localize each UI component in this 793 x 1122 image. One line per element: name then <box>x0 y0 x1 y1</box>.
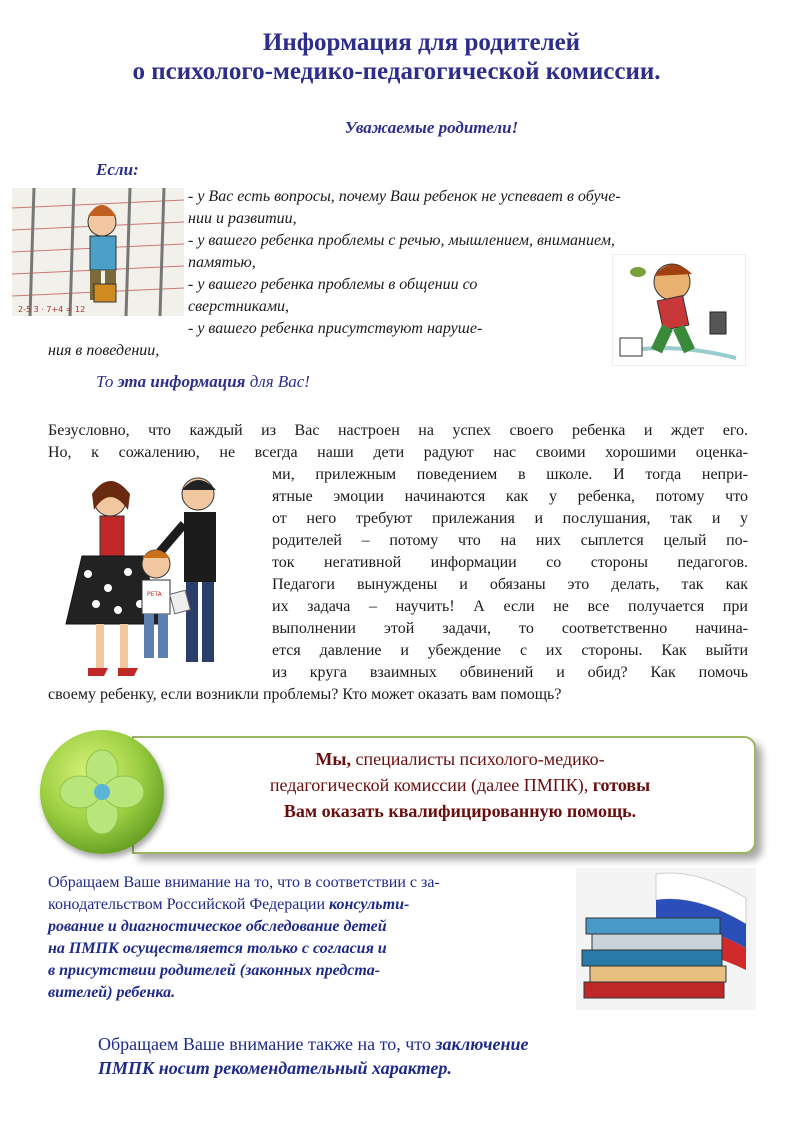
paragraph-line: ется давление и убеждение с их стороны. Как выйти <box>272 642 748 659</box>
bullet-line: сверстниками, <box>188 298 290 315</box>
page-title <box>0 28 793 86</box>
running-boy-illustration <box>612 254 746 366</box>
banner-line-3: Вам оказать квалифицированную помощь. <box>283 801 637 821</box>
law-line-plain: Обращаем Ваше внимание на то, что в соответствии с за- <box>48 874 440 891</box>
paragraph-line: Но, к сожалению, не всегда наши дети радуют нас своими хорошими оценка- <box>48 444 748 461</box>
final-plain: Обращаем Ваше внимание также на то, что <box>98 1034 436 1054</box>
banner-text <box>180 746 740 824</box>
law-line <box>48 982 548 1004</box>
law-line-bold: вителей) ребенка. <box>48 984 176 1001</box>
books-and-flag-illustration <box>576 868 756 1010</box>
bullet-line: - у вашего ребенка присутствуют наруше- <box>188 320 483 337</box>
final-bold-1: заключение <box>435 1034 529 1054</box>
final-bold-2: ПМПК носит рекомендательный характер <box>98 1058 448 1078</box>
title-line-1: Информация для родителей <box>262 29 581 56</box>
paragraph-line: своему ребенку, если возникли проблемы? Кто может оказать вам помощь? <box>48 686 562 703</box>
banner-line-1-rest: специалисты психолого-медико- <box>350 749 605 769</box>
greeting: Уважаемые родители! <box>344 118 519 137</box>
paragraph-line: от него требуют прилежания и послушания, так и у <box>272 510 748 527</box>
parents-scolding-child-illustration <box>48 464 262 678</box>
final-end: . <box>447 1058 452 1078</box>
paragraph-bottom <box>48 684 748 706</box>
paragraph-line: родителей – потому что на них сыплется целый по- <box>272 532 748 549</box>
bullet-line: - у вашего ребенка проблемы в общении со <box>188 276 478 293</box>
law-paragraph <box>48 872 548 1004</box>
paragraph-line: ми, прилежным поведением в школе. И тогда непри- <box>272 466 748 483</box>
paragraph-line: Безусловно, что каждый из Вас настроен на успех своего ребенка и ждет его. <box>48 422 748 439</box>
banner-line-2-bold: готовы <box>592 775 651 795</box>
bullet-line: нии и развитии, <box>188 210 297 227</box>
paragraph-line: ятные эмоции начинаются как у ребенка, потому что <box>272 488 748 505</box>
final-statement <box>98 1032 698 1080</box>
law-line-bold: консульти- <box>329 896 410 913</box>
svg-text:PETA: PETA <box>147 591 162 598</box>
svg-text:2-5 3 · 7+4 = 12: 2-5 3 · 7+4 = 12 <box>18 305 86 314</box>
law-line-bold: в присутствии родителей (законных предста- <box>48 962 381 979</box>
banner-line-2 <box>180 772 740 798</box>
law-line <box>48 938 548 960</box>
paragraph-line: выполнении этой задачи, то соответственно начина- <box>272 620 748 637</box>
paragraph-top <box>48 420 748 464</box>
bullet-line-last: ния в поведении, <box>48 342 160 359</box>
law-line-bold: рование и диагностическое обследование детей <box>48 918 387 935</box>
paragraph-line: ток негативной информации со стороны педагогов. <box>272 554 748 571</box>
law-line <box>48 916 548 938</box>
bullet-line: памятью, <box>188 254 256 271</box>
bullet-list-narrow <box>188 274 608 340</box>
this-info-bold: эта информация <box>117 372 246 391</box>
law-line <box>48 894 548 916</box>
banner-we: Мы, <box>315 749 351 769</box>
bullet-line: - у вашего ребенка проблемы с речью, мышлением, вниманием, <box>188 232 615 249</box>
this-info-post: для Вас! <box>245 372 310 391</box>
if-label: Если: <box>96 160 139 179</box>
bullet-line: - у Вас есть вопросы, почему Ваш ребенок не успевает в обуче- <box>188 188 621 205</box>
law-line <box>48 960 548 982</box>
banner-line-1 <box>180 746 740 772</box>
paragraph-line: Педагоги вынуждены и обязаны это делать, так как <box>272 576 748 593</box>
this-info-line <box>96 372 310 392</box>
banner-line-2-pre: педагогической комиссии (далее ПМПК), <box>269 775 593 795</box>
paragraph-line: из круга взаимных обвинений и обид? Как помочь <box>272 664 748 681</box>
this-info-pre: То <box>96 372 118 391</box>
law-line <box>48 872 548 894</box>
title-line-2: о психолого-медико-педагогической комиссии. <box>132 58 661 85</box>
paragraph-wrap <box>272 464 748 684</box>
law-line-bold: на ПМПК осуществляется только с согласия и <box>48 940 387 957</box>
paragraph-line: их задача – научить! А если не все получается при <box>272 598 748 615</box>
law-line-plain: конодательством Российской Федерации <box>48 896 330 913</box>
clover-icon <box>40 730 164 854</box>
boy-behind-fence-illustration <box>12 188 184 316</box>
green-flower-button-icon <box>40 730 164 854</box>
